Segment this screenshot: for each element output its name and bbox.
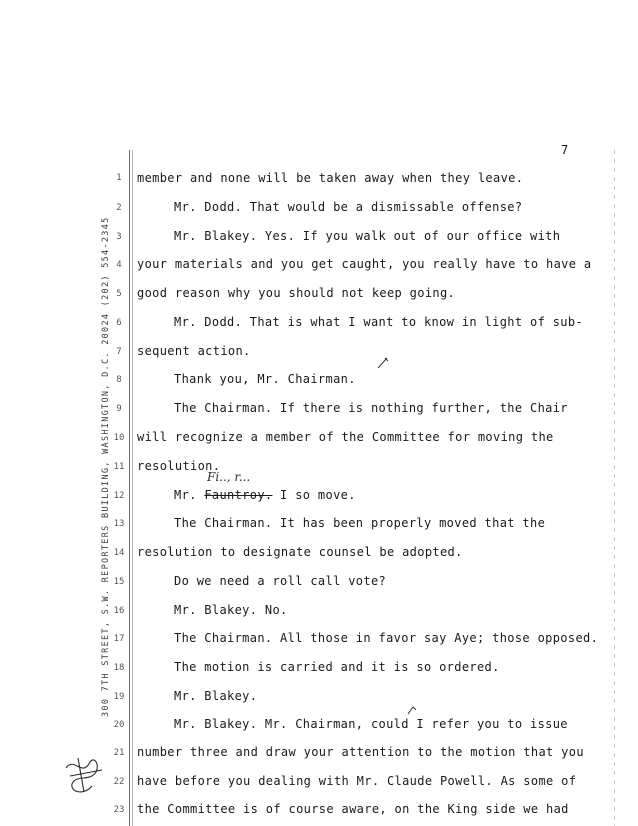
transcript-line: The Chairman. It has been properly moved that the [174,516,546,530]
speaker-prefix: Mr. [174,488,205,502]
line-number: 1 [116,173,122,183]
struck-speaker-name: Fauntroy. [204,488,273,502]
line-number: 17 [113,634,125,644]
transcript-line: the Committee is of course aware, on the King side we had [137,802,569,816]
transcript-line: Mr. Blakey. [174,689,258,703]
line-number: 7 [116,347,122,357]
transcript-line: Mr. Dodd. That is what I want to know in light of sub- [174,315,584,329]
line-number: 4 [116,260,122,270]
line-number: 12 [113,491,125,501]
line-number: 5 [116,289,122,299]
line-number: 11 [113,462,125,472]
page-number: 7 [561,143,569,157]
transcript-line-corrected [174,488,356,502]
line-number: 20 [113,720,125,730]
line-number: 8 [116,375,122,385]
right-margin-rule [614,150,615,826]
line-number: 13 [113,519,125,529]
line-number: 2 [116,203,122,213]
transcript-line: The Chairman. All those in favor say Aye; those opposed. [174,631,599,645]
transcript-line: have before you dealing with Mr. Claude Powell. As some of [137,774,577,788]
speaker-text: I so move. [272,488,356,502]
line-number: 16 [113,606,125,616]
line-number: 21 [113,748,125,758]
transcript-line: resolution to designate counsel be adopted. [137,545,463,559]
left-margin-rule-inner [132,150,133,826]
transcript-line: your materials and you get caught, you really have to have a [137,257,592,271]
line-number: 19 [113,692,125,702]
line-number: 14 [113,548,125,558]
line-number: 6 [116,318,122,328]
handwritten-name-correction: Fi.., r... [207,470,251,484]
transcript-line: Mr. Blakey. Yes. If you walk out of our office with [174,229,561,243]
line-number: 23 [113,805,125,815]
transcript-line: good reason why you should not keep going. [137,286,456,300]
reporter-side-stamp: 300 7TH STREET, S.W. REPORTERS BUILDING, WASHINGTON, D.C. 20024 (202) 554-2345 [101,216,111,717]
transcript-line: Mr. Dodd. That would be a dismissable offense? [174,200,523,214]
transcript-line: The Chairman. If there is nothing further, the Chair [174,401,568,415]
transcript-line: member and none will be taken away when they leave. [137,171,524,185]
transcript-line: number three and draw your attention to the motion that you [137,745,584,759]
line-number: 22 [113,777,125,787]
transcript-line: Mr. Blakey. Mr. Chairman, could I refer you to issue [174,717,568,731]
transcript-line: The motion is carried and it is so ordered. [174,660,500,674]
line-number: 3 [116,232,122,242]
transcript-line: resolution. [137,459,221,473]
transcript-line: Do we need a roll call vote? [174,574,387,588]
line-number: 9 [116,404,122,414]
transcript-line: Mr. Blakey. No. [174,603,288,617]
transcript-line: sequent action. [137,344,251,358]
pen-mark [376,356,390,370]
line-number: 15 [113,577,125,587]
line-number: 10 [113,433,125,443]
transcript-line: Thank you, Mr. Chairman. [174,372,356,386]
left-margin-rule [129,150,130,826]
line-number: 18 [113,663,125,673]
pen-mark [405,704,419,716]
transcript-line: will recognize a member of the Committee for moving the [137,430,554,444]
handwritten-initials-scribble [62,752,106,798]
